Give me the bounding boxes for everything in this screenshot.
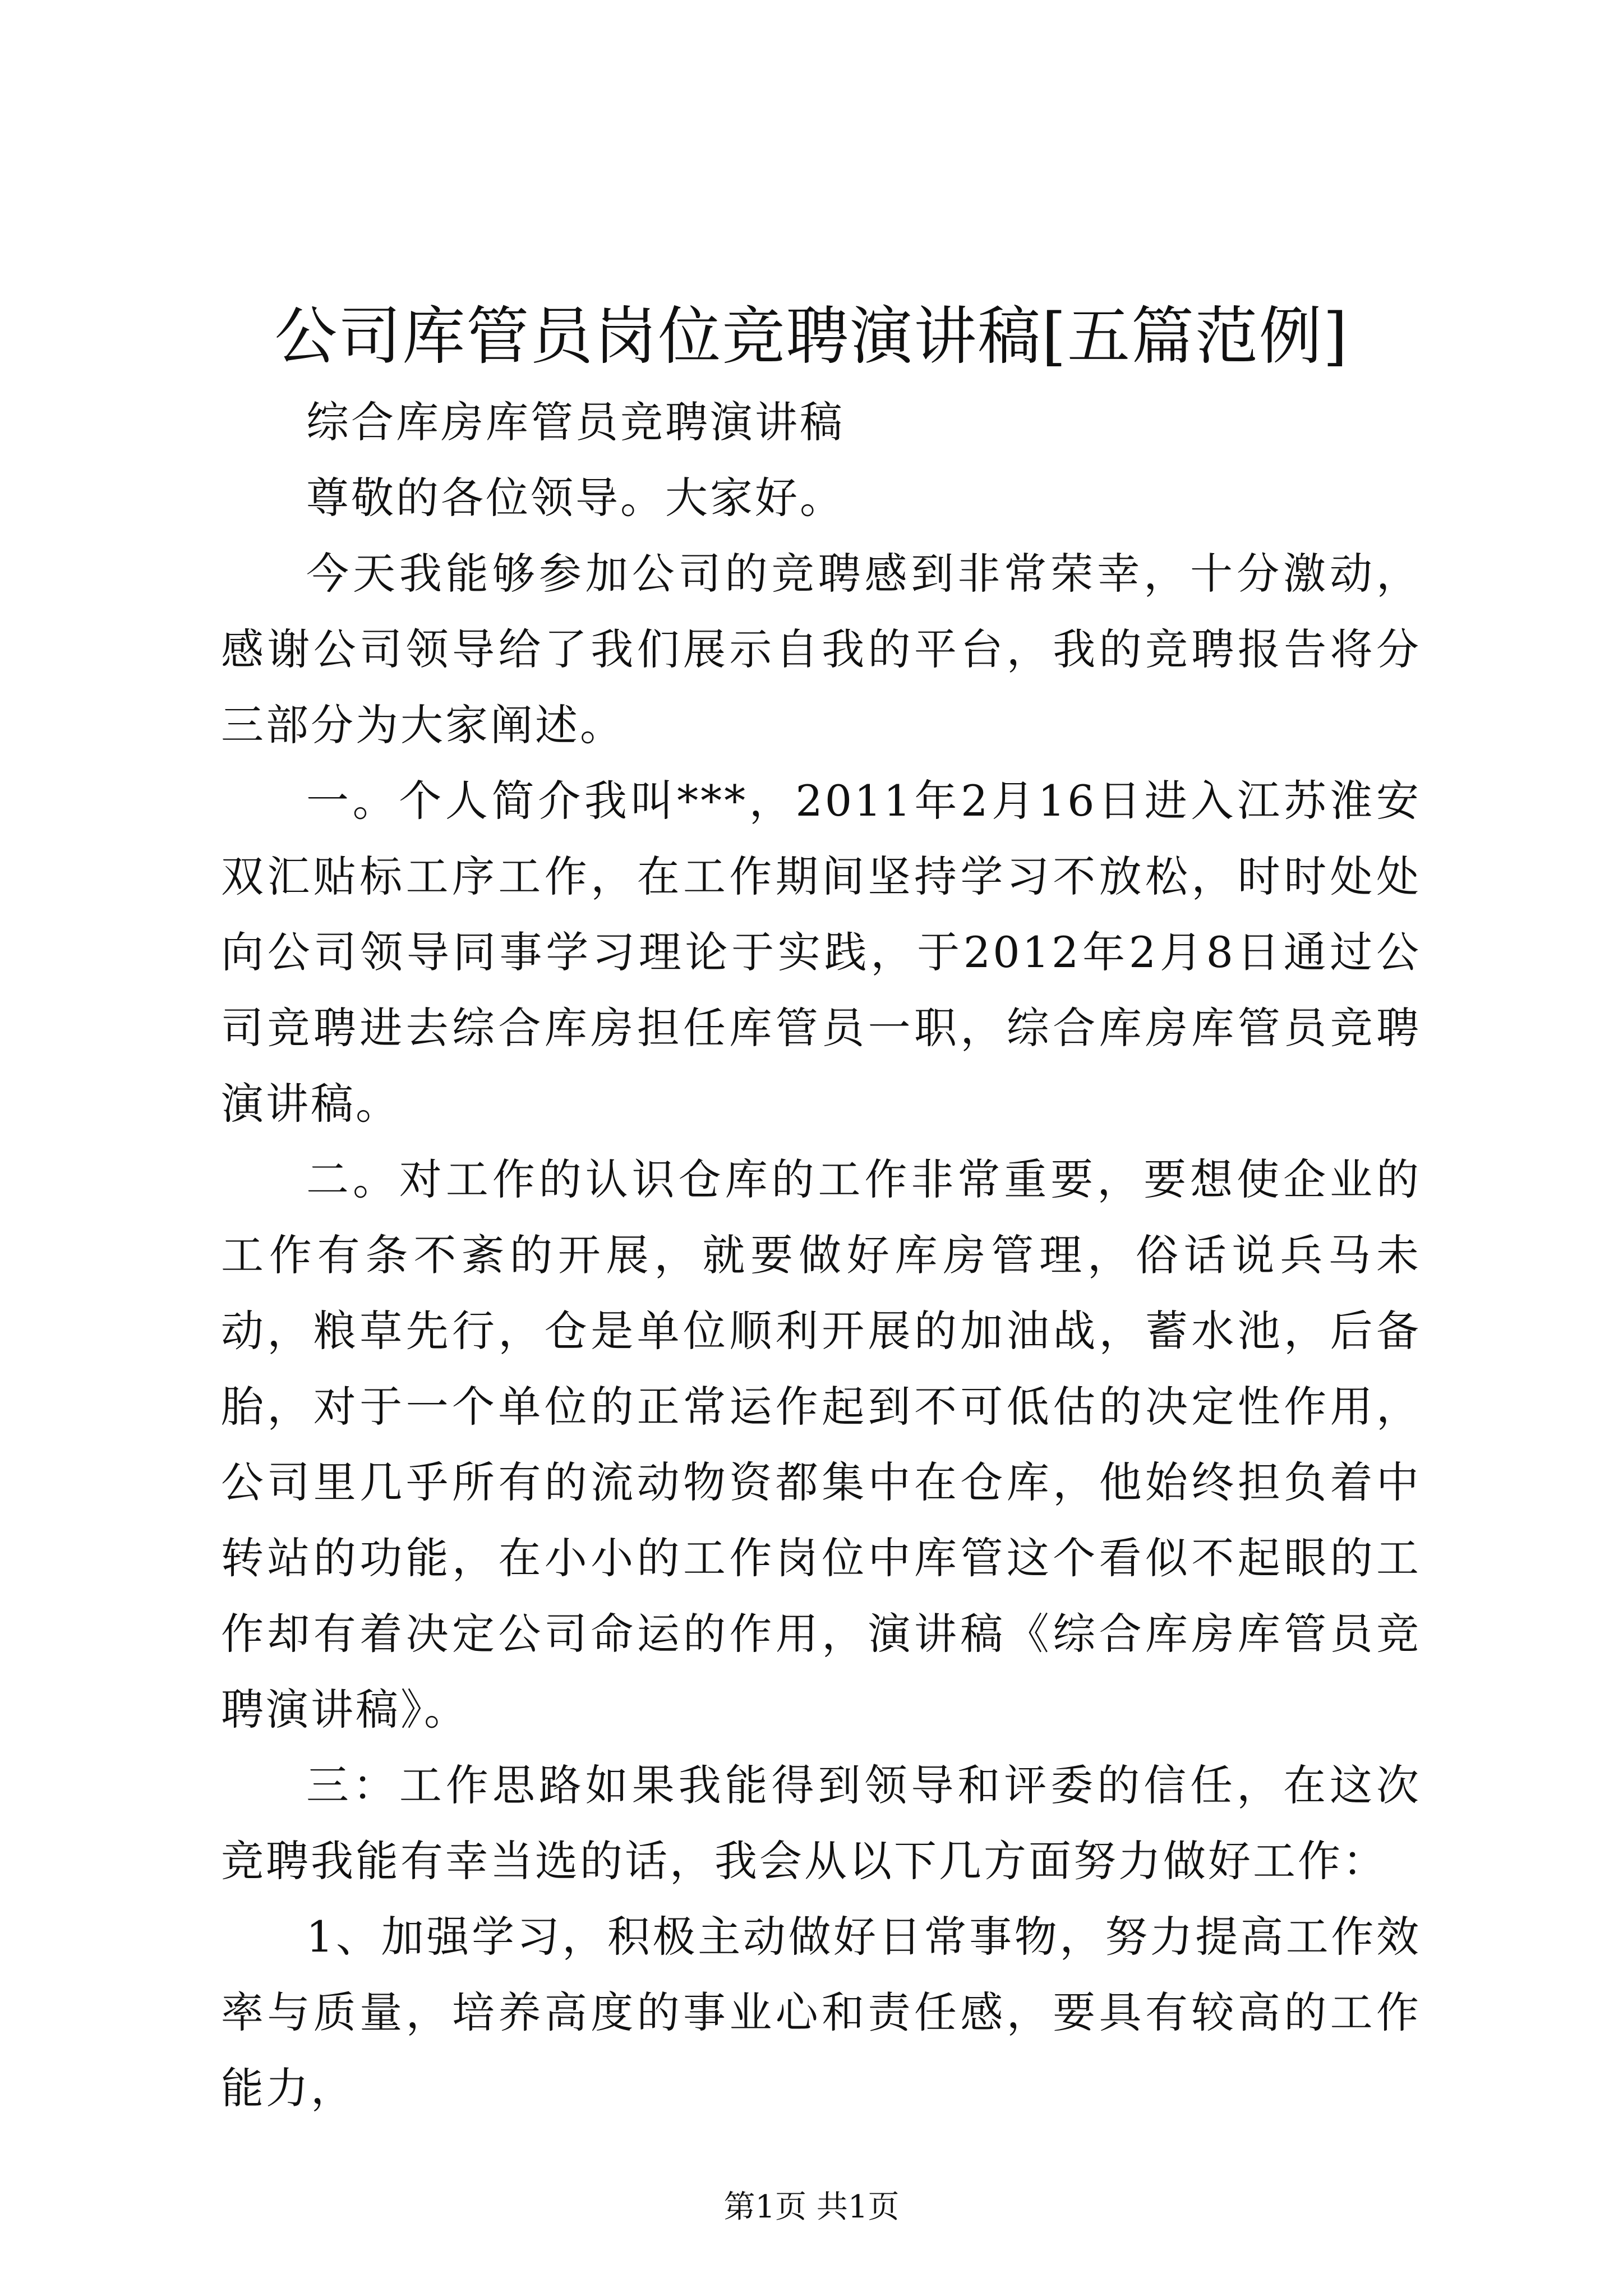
- paragraph-item-1: 1、加强学习，积极主动做好日常事物，努力提高工作效率与质量，培养高度的事业心和责任感，要具有较高的工作能力，: [221, 1912, 1421, 2113]
- document-title: 公司库管员岗位竞聘演讲稿[五篇范例]: [274, 300, 1349, 374]
- paragraph-section-3: 三：工作思路如果我能得到领导和评委的信任，在这次竞聘我能有幸当选的话，我会从以下几方面努力做好工作：: [221, 1760, 1421, 1886]
- paragraph-section-1: 一。个人简介我叫***，2011年2月16日进入江苏淮安双汇贴标工序工作，在工作期间坚持学习不放松，时时处处向公司领导同事学习理论于实践，于2012年2月8日通过公司竞聘进去综合库房担任库管员一职，综合库房库管员竞聘演讲稿。: [221, 776, 1421, 1129]
- paragraph-subtitle: 综合库房库管员竞聘演讲稿: [306, 397, 845, 447]
- paragraph-section-2: 二。对工作的认识仓库的工作非常重要，要想使企业的工作有条不紊的开展，就要做好库房管理，俗话说兵马未动，粮草先行，仓是单位顺利开展的加油战，蓄水池，后备胎，对于一个单位的正常运作起到不可低估的决定性作用，公司里几乎所有的流动物资都集中在仓库，他始终担负着中转站的功能，在小小的工作岗位中库管这个看似不起眼的工作却有着决定公司命运的作用，演讲稿《综合库房库管员竞聘演讲稿》。: [221, 1154, 1421, 1734]
- paragraph-intro: 今天我能够参加公司的竞聘感到非常荣幸，十分激动，感谢公司领导给了我们展示自我的平台，我的竞聘报告将分三部分为大家阐述。: [221, 549, 1421, 750]
- document-body: [221, 384, 1421, 2126]
- paragraph-greeting: 尊敬的各位领导。大家好。: [306, 473, 845, 523]
- page-footer: 第1页 共1页: [723, 2189, 900, 2225]
